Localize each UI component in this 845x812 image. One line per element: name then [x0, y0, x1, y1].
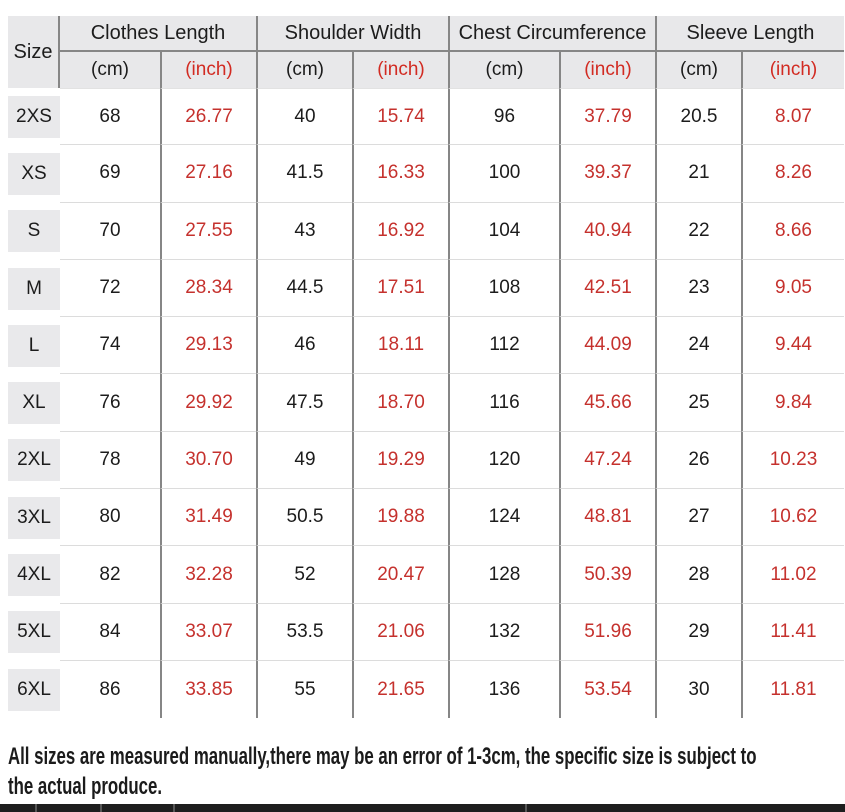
cell-inch-value: 42.51	[559, 260, 655, 317]
size-label: 2XS	[8, 96, 60, 138]
cell-inch-value: 47.24	[559, 432, 655, 489]
cell-inch-value: 30.70	[160, 432, 256, 489]
cell-inch-value: 40.94	[559, 203, 655, 260]
cropped-next-section-bar	[0, 804, 845, 812]
cell-cm-value: 50.5	[256, 489, 352, 546]
cell-cm-value: 112	[448, 317, 559, 374]
cell-inch-value: 19.88	[352, 489, 448, 546]
size-label: 2XL	[8, 439, 60, 481]
cell-cm-value: 40	[256, 88, 352, 145]
group-header-chest-circumference: Chest Circumference	[448, 16, 655, 52]
cell-inch-value: 20.47	[352, 546, 448, 603]
cell-inch-value: 53.54	[559, 661, 655, 718]
cell-inch-value: 48.81	[559, 489, 655, 546]
unit-header-cm: (cm)	[256, 52, 352, 88]
cell-inch-value: 32.28	[160, 546, 256, 603]
cell-cm-value: 43	[256, 203, 352, 260]
cell-cm-value: 26	[655, 432, 741, 489]
cell-cm-value: 108	[448, 260, 559, 317]
table-row	[8, 203, 844, 260]
cell-cm-value: 69	[60, 145, 160, 202]
cell-cm-value: 104	[448, 203, 559, 260]
size-label: 4XL	[8, 554, 60, 596]
size-label: M	[8, 268, 60, 310]
unit-header-cm: (cm)	[91, 59, 129, 80]
unit-header-cm: (cm)	[448, 52, 559, 88]
cell-inch-value: 19.29	[352, 432, 448, 489]
unit-header-inch: (inch)	[352, 52, 448, 88]
measurement-disclaimer	[8, 742, 845, 802]
table-row	[8, 374, 844, 431]
cell-cm-value: 24	[655, 317, 741, 374]
cell-inch-value: 21.65	[352, 661, 448, 718]
cell-inch-value: 16.33	[352, 145, 448, 202]
cell-cm-value: 23	[655, 260, 741, 317]
cell-cm-value: 82	[60, 546, 160, 603]
bar-divider	[100, 804, 102, 812]
cell-inch-value: 50.39	[559, 546, 655, 603]
cell-inch-value: 8.26	[741, 145, 844, 202]
table-body	[8, 88, 844, 718]
size-label: 5XL	[8, 611, 60, 653]
cell-cm-value: 44.5	[256, 260, 352, 317]
cell-inch-value: 28.34	[160, 260, 256, 317]
table-row	[8, 489, 844, 546]
cell-cm-value: 28	[655, 546, 741, 603]
cell-inch-value: 10.62	[741, 489, 844, 546]
bar-divider	[173, 804, 175, 812]
cell-cm-value: 80	[60, 489, 160, 546]
cell-inch-value: 10.23	[741, 432, 844, 489]
cell-cm-value: 74	[60, 317, 160, 374]
unit-header-cm: (cm)	[655, 52, 741, 88]
cell-cm-value: 86	[99, 678, 121, 700]
cell-inch-value: 9.05	[741, 260, 844, 317]
unit-header-inch: (inch)	[160, 52, 256, 88]
cell-cm-value: 52	[256, 546, 352, 603]
unit-header-inch: (inch)	[559, 52, 655, 88]
cell-cm-value: 21	[655, 145, 741, 202]
cell-inch-value: 16.92	[352, 203, 448, 260]
cell-cm-value: 68	[60, 88, 160, 145]
cell-cm-value: 20.5	[655, 88, 741, 145]
group-header-clothes-length: Clothes Length	[60, 16, 256, 52]
table-row	[8, 317, 844, 374]
size-label: 6XL	[8, 669, 60, 711]
disclaimer-line-1: All sizes are measured manually,there may be an error of 1-3cm, the specific size is subject to	[8, 743, 757, 770]
cell-cm-value: 72	[60, 260, 160, 317]
cell-cm-value: 55	[256, 661, 352, 718]
table-row	[8, 145, 844, 202]
cell-inch-value: 27.55	[160, 203, 256, 260]
size-label: XS	[8, 153, 60, 195]
table-row	[8, 260, 844, 317]
cell-inch-value: 9.44	[741, 317, 844, 374]
cell-inch-value: 44.09	[559, 317, 655, 374]
cell-inch-value: 18.11	[352, 317, 448, 374]
size-chart-table	[8, 16, 844, 718]
cell-cm-value: 96	[448, 88, 559, 145]
bar-divider	[35, 804, 37, 812]
cell-cm-value: 120	[448, 432, 559, 489]
cell-cm-value: 27	[655, 489, 741, 546]
cell-inch-value: 33.07	[160, 604, 256, 661]
unit-header-inch: (inch)	[741, 52, 844, 88]
cell-inch-value: 15.74	[352, 88, 448, 145]
cell-inch-value: 37.79	[559, 88, 655, 145]
size-label: 3XL	[8, 497, 60, 539]
cell-inch-value: 8.66	[741, 203, 844, 260]
table-row	[8, 432, 844, 489]
group-header-shoulder-width: Shoulder Width	[256, 16, 448, 52]
cell-inch-value: 51.96	[559, 604, 655, 661]
cell-cm-value: 22	[655, 203, 741, 260]
cell-cm-value: 78	[60, 432, 160, 489]
cell-cm-value: 49	[256, 432, 352, 489]
cell-inch-value: 27.16	[160, 145, 256, 202]
cell-inch-value: 29.13	[160, 317, 256, 374]
size-label: L	[8, 325, 60, 367]
cell-inch-value: 29.92	[160, 374, 256, 431]
cell-inch-value: 39.37	[559, 145, 655, 202]
cell-cm-value: 41.5	[256, 145, 352, 202]
cell-inch-value: 26.77	[160, 88, 256, 145]
cell-inch-value: 8.07	[741, 88, 844, 145]
cell-inch-value: 31.49	[160, 489, 256, 546]
cell-inch-value: 17.51	[352, 260, 448, 317]
table-row	[8, 661, 844, 718]
cell-cm-value: 46	[256, 317, 352, 374]
cell-inch-value: 11.41	[741, 604, 844, 661]
cell-cm-value: 124	[448, 489, 559, 546]
cell-cm-value: 30	[655, 661, 741, 718]
group-header-sleeve-length: Sleeve Length	[655, 16, 844, 52]
cell-cm-value: 25	[655, 374, 741, 431]
cell-cm-value: 70	[60, 203, 160, 260]
cell-inch-value: 9.84	[741, 374, 844, 431]
size-column-header: Size	[8, 16, 60, 88]
cell-cm-value: 136	[448, 661, 559, 718]
cell-cm-value: 84	[60, 604, 160, 661]
cell-cm-value: 76	[60, 374, 160, 431]
table-row	[8, 604, 844, 661]
cell-cm-value: 29	[655, 604, 741, 661]
cell-cm-value: 53.5	[256, 604, 352, 661]
disclaimer-line-2: the actual produce.	[8, 773, 163, 800]
table-row	[8, 546, 844, 603]
cell-cm-value: 116	[448, 374, 559, 431]
cell-inch-value: 11.02	[741, 546, 844, 603]
cell-inch-value: 11.81	[741, 661, 844, 718]
size-label: XL	[8, 382, 60, 424]
cell-inch-value: 18.70	[352, 374, 448, 431]
cell-cm-value: 128	[448, 546, 559, 603]
table-header	[8, 16, 844, 88]
bar-divider	[525, 804, 527, 812]
cell-cm-value: 100	[448, 145, 559, 202]
cell-cm-value: 132	[448, 604, 559, 661]
cell-cm-value: 47.5	[256, 374, 352, 431]
size-label: S	[8, 210, 60, 252]
cell-inch-value: 21.06	[352, 604, 448, 661]
cell-inch-value: 45.66	[559, 374, 655, 431]
table-row	[8, 88, 844, 145]
cell-inch-value: 33.85	[160, 661, 256, 718]
